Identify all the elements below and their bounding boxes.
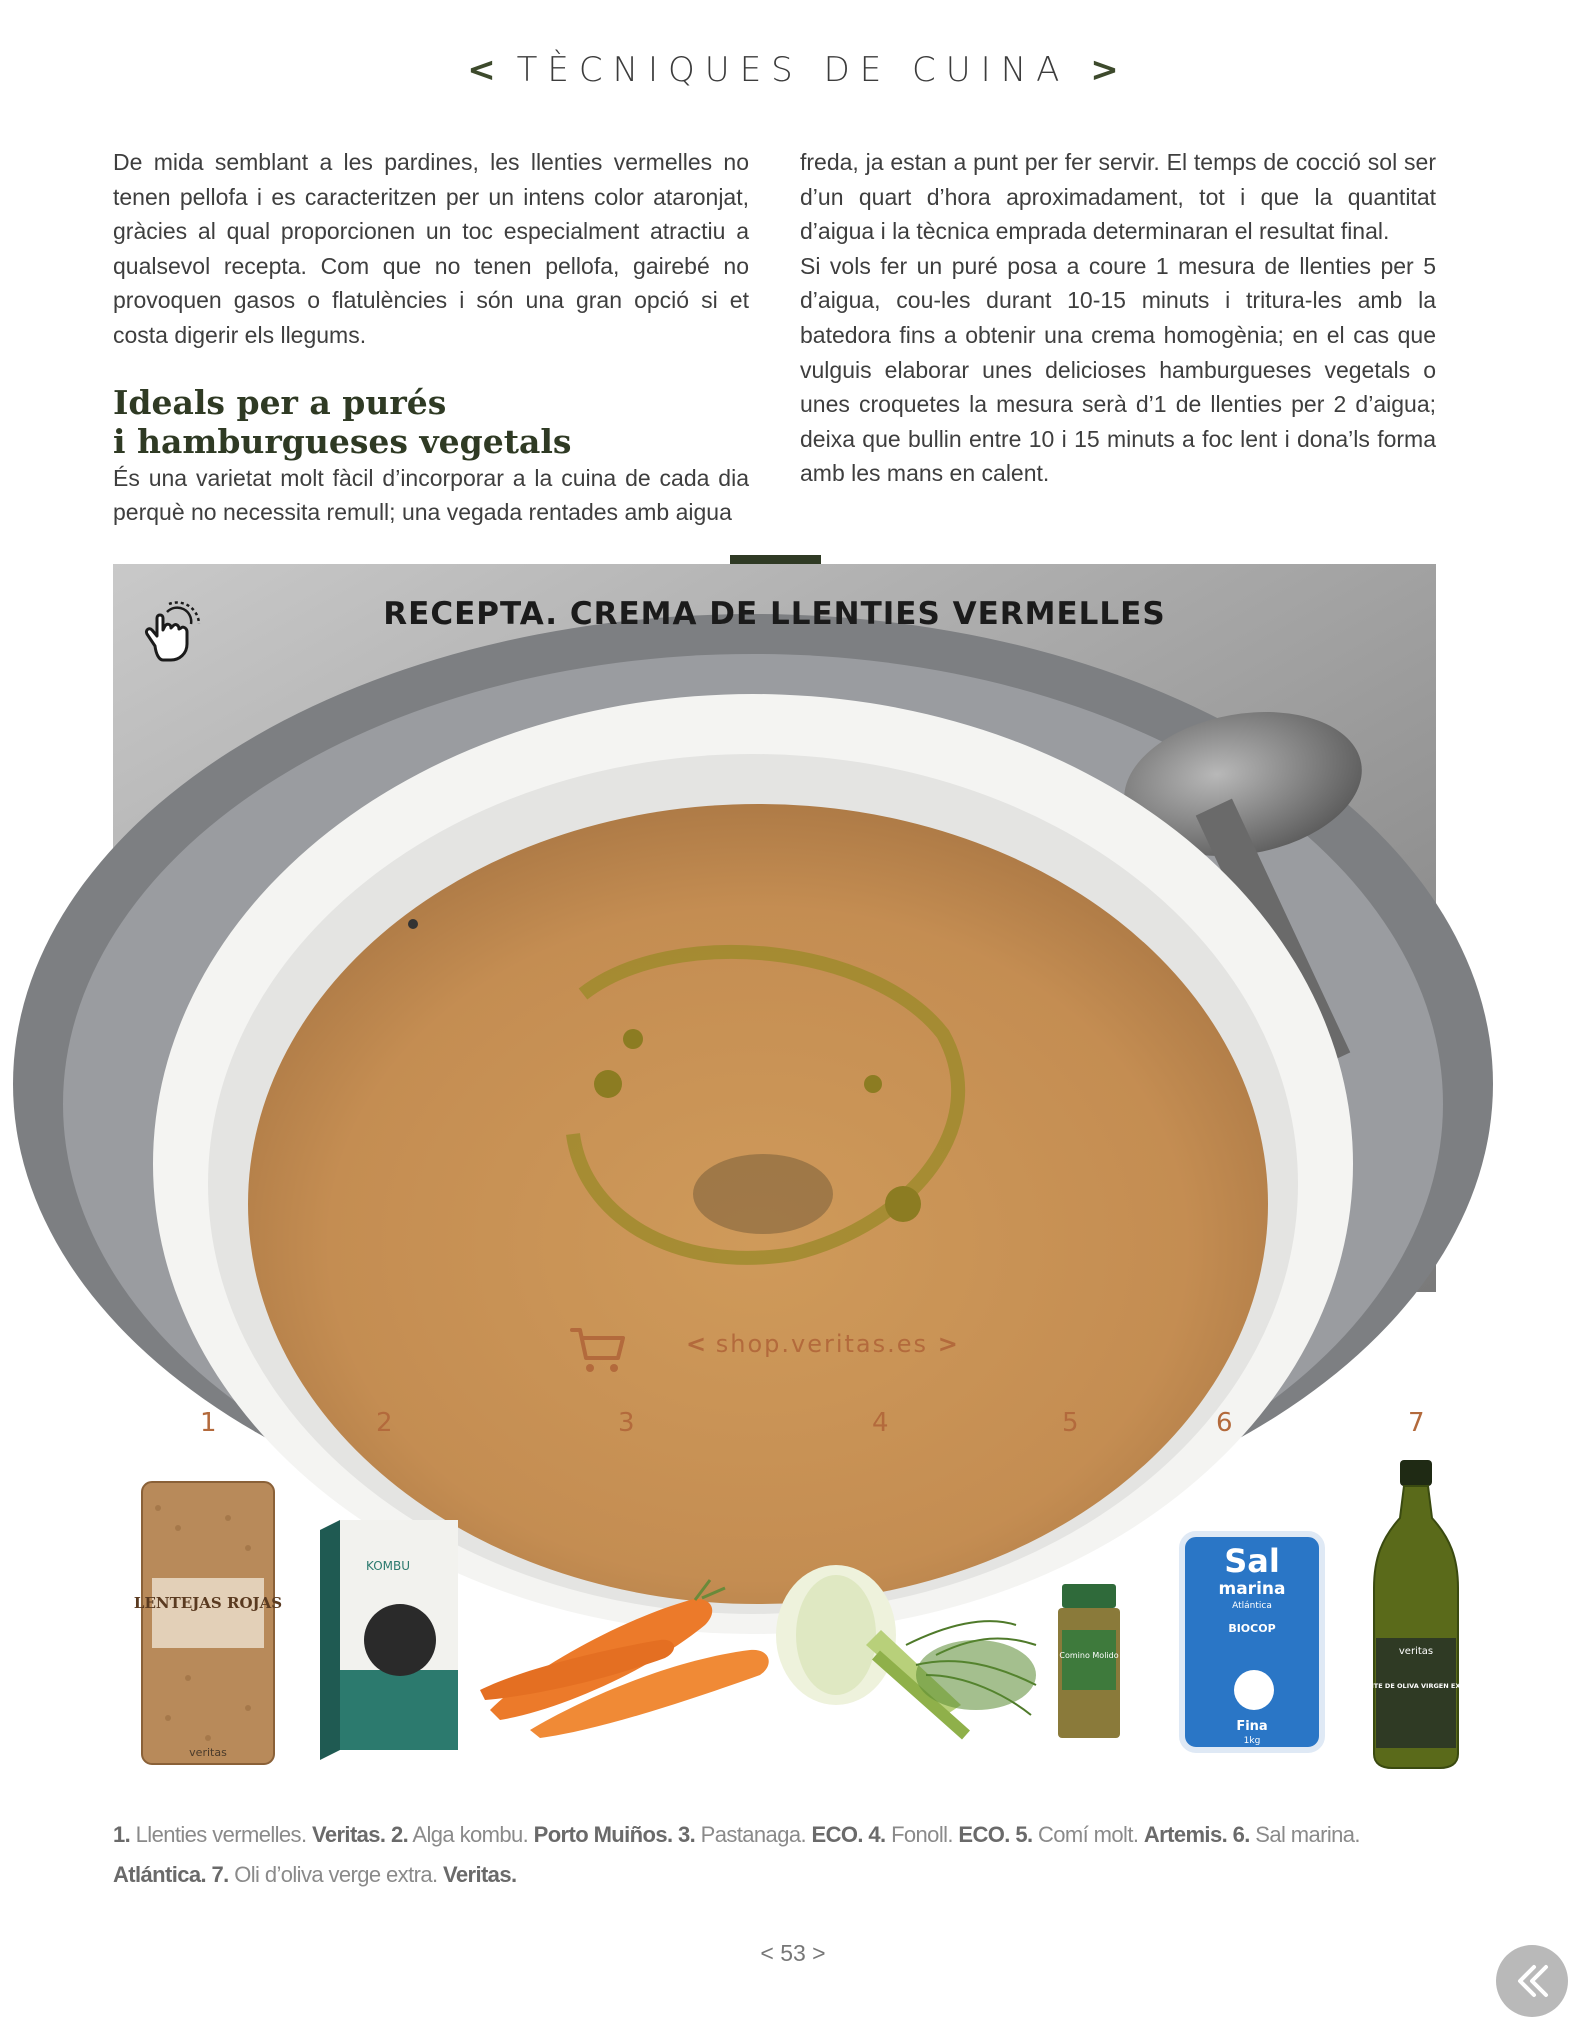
double-chevron-left-icon bbox=[1496, 1945, 1568, 2017]
oil-label: ACEITE DE OLIVA VIRGEN EXTRA bbox=[1357, 1682, 1475, 1690]
product-number-4: 4 bbox=[872, 1408, 889, 1438]
kombu-label: KOMBU bbox=[366, 1559, 411, 1573]
salt-fina: Fina bbox=[1236, 1719, 1268, 1734]
page-number: < 53 > bbox=[760, 1940, 826, 1966]
product-number-6: 6 bbox=[1216, 1408, 1233, 1438]
shop-link[interactable] bbox=[686, 1330, 958, 1358]
product-lentils[interactable] bbox=[133, 1478, 283, 1768]
article-column-right bbox=[800, 145, 1436, 491]
chevron-right-icon: > bbox=[1090, 50, 1119, 90]
product-number-5: 5 bbox=[1062, 1408, 1079, 1438]
section-title: TÈCNIQUES DE CUINA bbox=[516, 50, 1070, 90]
product-cumin[interactable] bbox=[1054, 1580, 1124, 1740]
product-caption: 1. Llenties vermelles. Veritas. 2. Alga kombu. Porto Muiños. 3. Pastanaga. ECO. 4. Fonoll. ECO. 5. Comí molt. Artemis. 6. Sal marina. Atlántica. 7. Oli d’oliva verge extra. Veritas. bbox=[113, 1822, 1360, 1887]
product-number-3: 3 bbox=[618, 1408, 635, 1438]
product-number-2: 2 bbox=[376, 1408, 393, 1438]
product-kombu[interactable] bbox=[320, 1520, 460, 1760]
product-number-7: 7 bbox=[1408, 1408, 1425, 1438]
lentils-brand: veritas bbox=[189, 1746, 227, 1759]
product-carrots[interactable] bbox=[470, 1570, 780, 1740]
article-paragraph: freda, ja estan a punt per fer servir. El temps de cocció sol ser d’un quart d’hora aproximadament, tot i que la quantitat d’aigua i la tècnica emprada determinaran el resultat final. bbox=[800, 149, 1436, 245]
recipe-image[interactable] bbox=[113, 564, 1436, 1292]
article-subheading: Ideals per a purés i hamburgueses vegetals bbox=[113, 382, 572, 461]
salt-weight: 1kg bbox=[1243, 1736, 1261, 1746]
salt-sub: marina bbox=[1218, 1579, 1286, 1599]
article-paragraph: De mida semblant a les pardines, les llenties vermelles no tenen pellofa i es caracteritzen per un intens color ataronjat, gràcies al qual proporcionen un toc especialment atractiu a qualsevol recepta. Com que no tenen pellofa, gairebé no provoquen gasos o flatulències i són una gran opció si et costa digerir els llegums. bbox=[113, 149, 749, 348]
salt-sub2: Atlántica bbox=[1232, 1601, 1272, 1611]
chevron-right-icon: > bbox=[937, 1330, 958, 1358]
product-olive-oil[interactable] bbox=[1357, 1458, 1475, 1770]
salt-label: Sal bbox=[1224, 1542, 1280, 1580]
article-column-left bbox=[113, 145, 749, 530]
soup-photo bbox=[113, 564, 1436, 1292]
section-header bbox=[0, 50, 1586, 90]
product-fennel[interactable] bbox=[766, 1545, 1046, 1755]
recipe-title: RECEPTA. CREMA DE LLENTIES VERMELLES bbox=[383, 596, 1166, 632]
article-paragraph: Si vols fer un puré posa a coure 1 mesura de llenties per 5 d’aigua, cou-les durant 10-15 minuts i tritura-les amb la batedora fins a obtenir una crema homogènia; en el cas que vulguis elaborar unes delicioses hamburgueses vegetals o unes croquetes la mesura serà d’1 de llenties per 2 d’aigua; deixa que bullin entre 10 i 15 minuts a foc lent i dona’ls forma amb les mans en calent. bbox=[800, 252, 1436, 487]
shop-url[interactable]: shop.veritas.es bbox=[715, 1330, 929, 1358]
product-number-1: 1 bbox=[200, 1408, 217, 1438]
lentils-label: LENTEJAS ROJAS bbox=[133, 1594, 283, 1612]
product-salt[interactable] bbox=[1178, 1530, 1326, 1754]
salt-brand: BIOCOP bbox=[1228, 1622, 1276, 1635]
oil-brand: veritas bbox=[1398, 1646, 1434, 1657]
chevron-left-icon: < bbox=[467, 50, 496, 90]
cumin-label: Comino Molido bbox=[1059, 1651, 1119, 1660]
chevron-left-icon: < bbox=[686, 1330, 707, 1358]
back-button[interactable] bbox=[1496, 1945, 1568, 2017]
article-paragraph: És una varietat molt fàcil d’incorporar a la cuina de cada dia perquè no necessita remull; una vegada rentades amb aigua bbox=[113, 464, 749, 526]
shopping-cart-icon[interactable] bbox=[570, 1326, 626, 1374]
